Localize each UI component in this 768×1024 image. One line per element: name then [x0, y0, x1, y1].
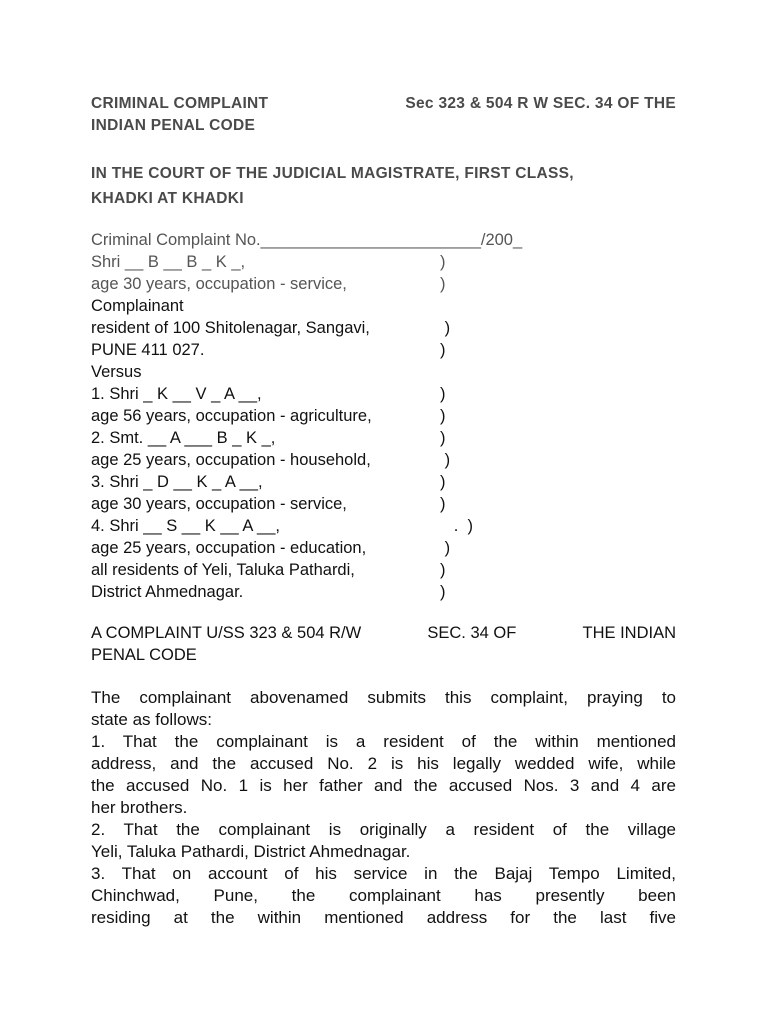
party-line — [91, 581, 676, 603]
party-line-text: resident of 100 Shitolenagar, Sangavi, — [91, 319, 370, 337]
complaint-title-right: Sec 323 & 504 R W SEC. 34 OF THE — [405, 95, 676, 112]
body-line: the accused No. 1 is her father and the accused Nos. 3 and 4 are — [91, 776, 676, 795]
court-heading-line2: KHADKI AT KHADKI — [91, 190, 244, 207]
complaint-subject — [91, 622, 676, 666]
party-line — [91, 251, 676, 273]
body-line: address, and the accused No. 2 is his legally wedded wife, while — [91, 754, 676, 773]
party-line — [91, 273, 676, 295]
party-line — [91, 515, 676, 537]
party-line-bracket: ) — [440, 275, 446, 293]
party-line-text: age 30 years, occupation - service, — [91, 495, 347, 513]
party-line-bracket: ) — [440, 341, 446, 359]
party-line-bracket: ) — [440, 473, 446, 491]
party-line-text: 1. Shri _ K __ V _ A __, — [91, 385, 262, 403]
party-line-bracket: ) — [440, 253, 446, 271]
party-line — [91, 383, 676, 405]
body-line: 3. That on account of his service in the Bajaj Tempo Limited, — [91, 864, 676, 883]
subject-part-a: A COMPLAINT U/SS 323 & 504 R/W — [91, 624, 362, 642]
party-line-text: Versus — [91, 363, 142, 381]
party-line-bracket: ) — [440, 561, 446, 579]
parties-block — [91, 229, 676, 603]
party-line-bracket: ) — [440, 583, 446, 601]
party-line — [91, 405, 676, 427]
party-line-bracket: . ) — [440, 517, 473, 535]
complaint-title-left: CRIMINAL COMPLAINT — [91, 95, 269, 112]
body-line: Yeli, Taluka Pathardi, District Ahmednagar. — [91, 842, 411, 861]
body-line: state as follows: — [91, 710, 212, 729]
party-line — [91, 427, 676, 449]
party-line-bracket: ) — [440, 319, 451, 337]
party-line — [91, 317, 676, 339]
party-line-text: age 25 years, occupation - household, — [91, 451, 371, 469]
subject-part-b: SEC. 34 OF — [427, 624, 517, 642]
party-line-text: Shri __ B __ B _ K _, — [91, 253, 246, 271]
party-line-bracket: ) — [440, 495, 446, 513]
party-line-bracket: ) — [440, 429, 446, 447]
party-line — [91, 449, 676, 471]
body-line: Chinchwad, Pune, the complainant has presently been — [91, 886, 676, 905]
party-line-bracket: ) — [440, 407, 446, 425]
party-line — [91, 471, 676, 493]
subject-line2: PENAL CODE — [91, 646, 197, 664]
party-line-text: Complainant — [91, 297, 184, 315]
party-line-text: District Ahmednagar. — [91, 583, 244, 601]
party-line-text: Criminal Complaint No.________________________/200_ — [91, 231, 523, 249]
party-line — [91, 559, 676, 581]
party-line-bracket: ) — [440, 539, 451, 557]
party-line-text: age 30 years, occupation - service, — [91, 275, 347, 293]
court-heading — [91, 161, 676, 211]
party-line — [91, 229, 676, 251]
party-line — [91, 339, 676, 361]
body-line: The complainant abovenamed submits this complaint, praying to — [91, 688, 676, 707]
party-line-text: 2. Smt. __ A ___ B _ K _, — [91, 429, 276, 447]
party-line-bracket: ) — [440, 451, 451, 469]
complaint-title-line2: INDIAN PENAL CODE — [91, 117, 256, 134]
court-heading-line1: IN THE COURT OF THE JUDICIAL MAGISTRATE, FIRST CLASS, — [91, 165, 574, 182]
party-line-text: 3. Shri _ D __ K _ A __, — [91, 473, 263, 491]
complaint-title — [91, 93, 676, 137]
body-line: 2. That the complainant is originally a resident of the village — [91, 820, 676, 839]
party-line-text: all residents of Yeli, Taluka Pathardi, — [91, 561, 355, 579]
party-line-text: PUNE 411 027. — [91, 341, 205, 359]
body-line: her brothers. — [91, 798, 188, 817]
party-line-text: age 56 years, occupation - agriculture, — [91, 407, 372, 425]
party-line — [91, 493, 676, 515]
party-line — [91, 361, 676, 383]
body-line: residing at the within mentioned address for the last five — [91, 908, 676, 927]
body-line: 1. That the complainant is a resident of the within mentioned — [91, 732, 676, 751]
complaint-body — [91, 687, 676, 929]
party-line — [91, 537, 676, 559]
party-line-text: age 25 years, occupation - education, — [91, 539, 367, 557]
subject-part-c: THE INDIAN — [582, 624, 676, 642]
party-line-bracket: ) — [440, 385, 446, 403]
party-line-text: 4. Shri __ S __ K __ A __, — [91, 517, 280, 535]
party-line — [91, 295, 676, 317]
